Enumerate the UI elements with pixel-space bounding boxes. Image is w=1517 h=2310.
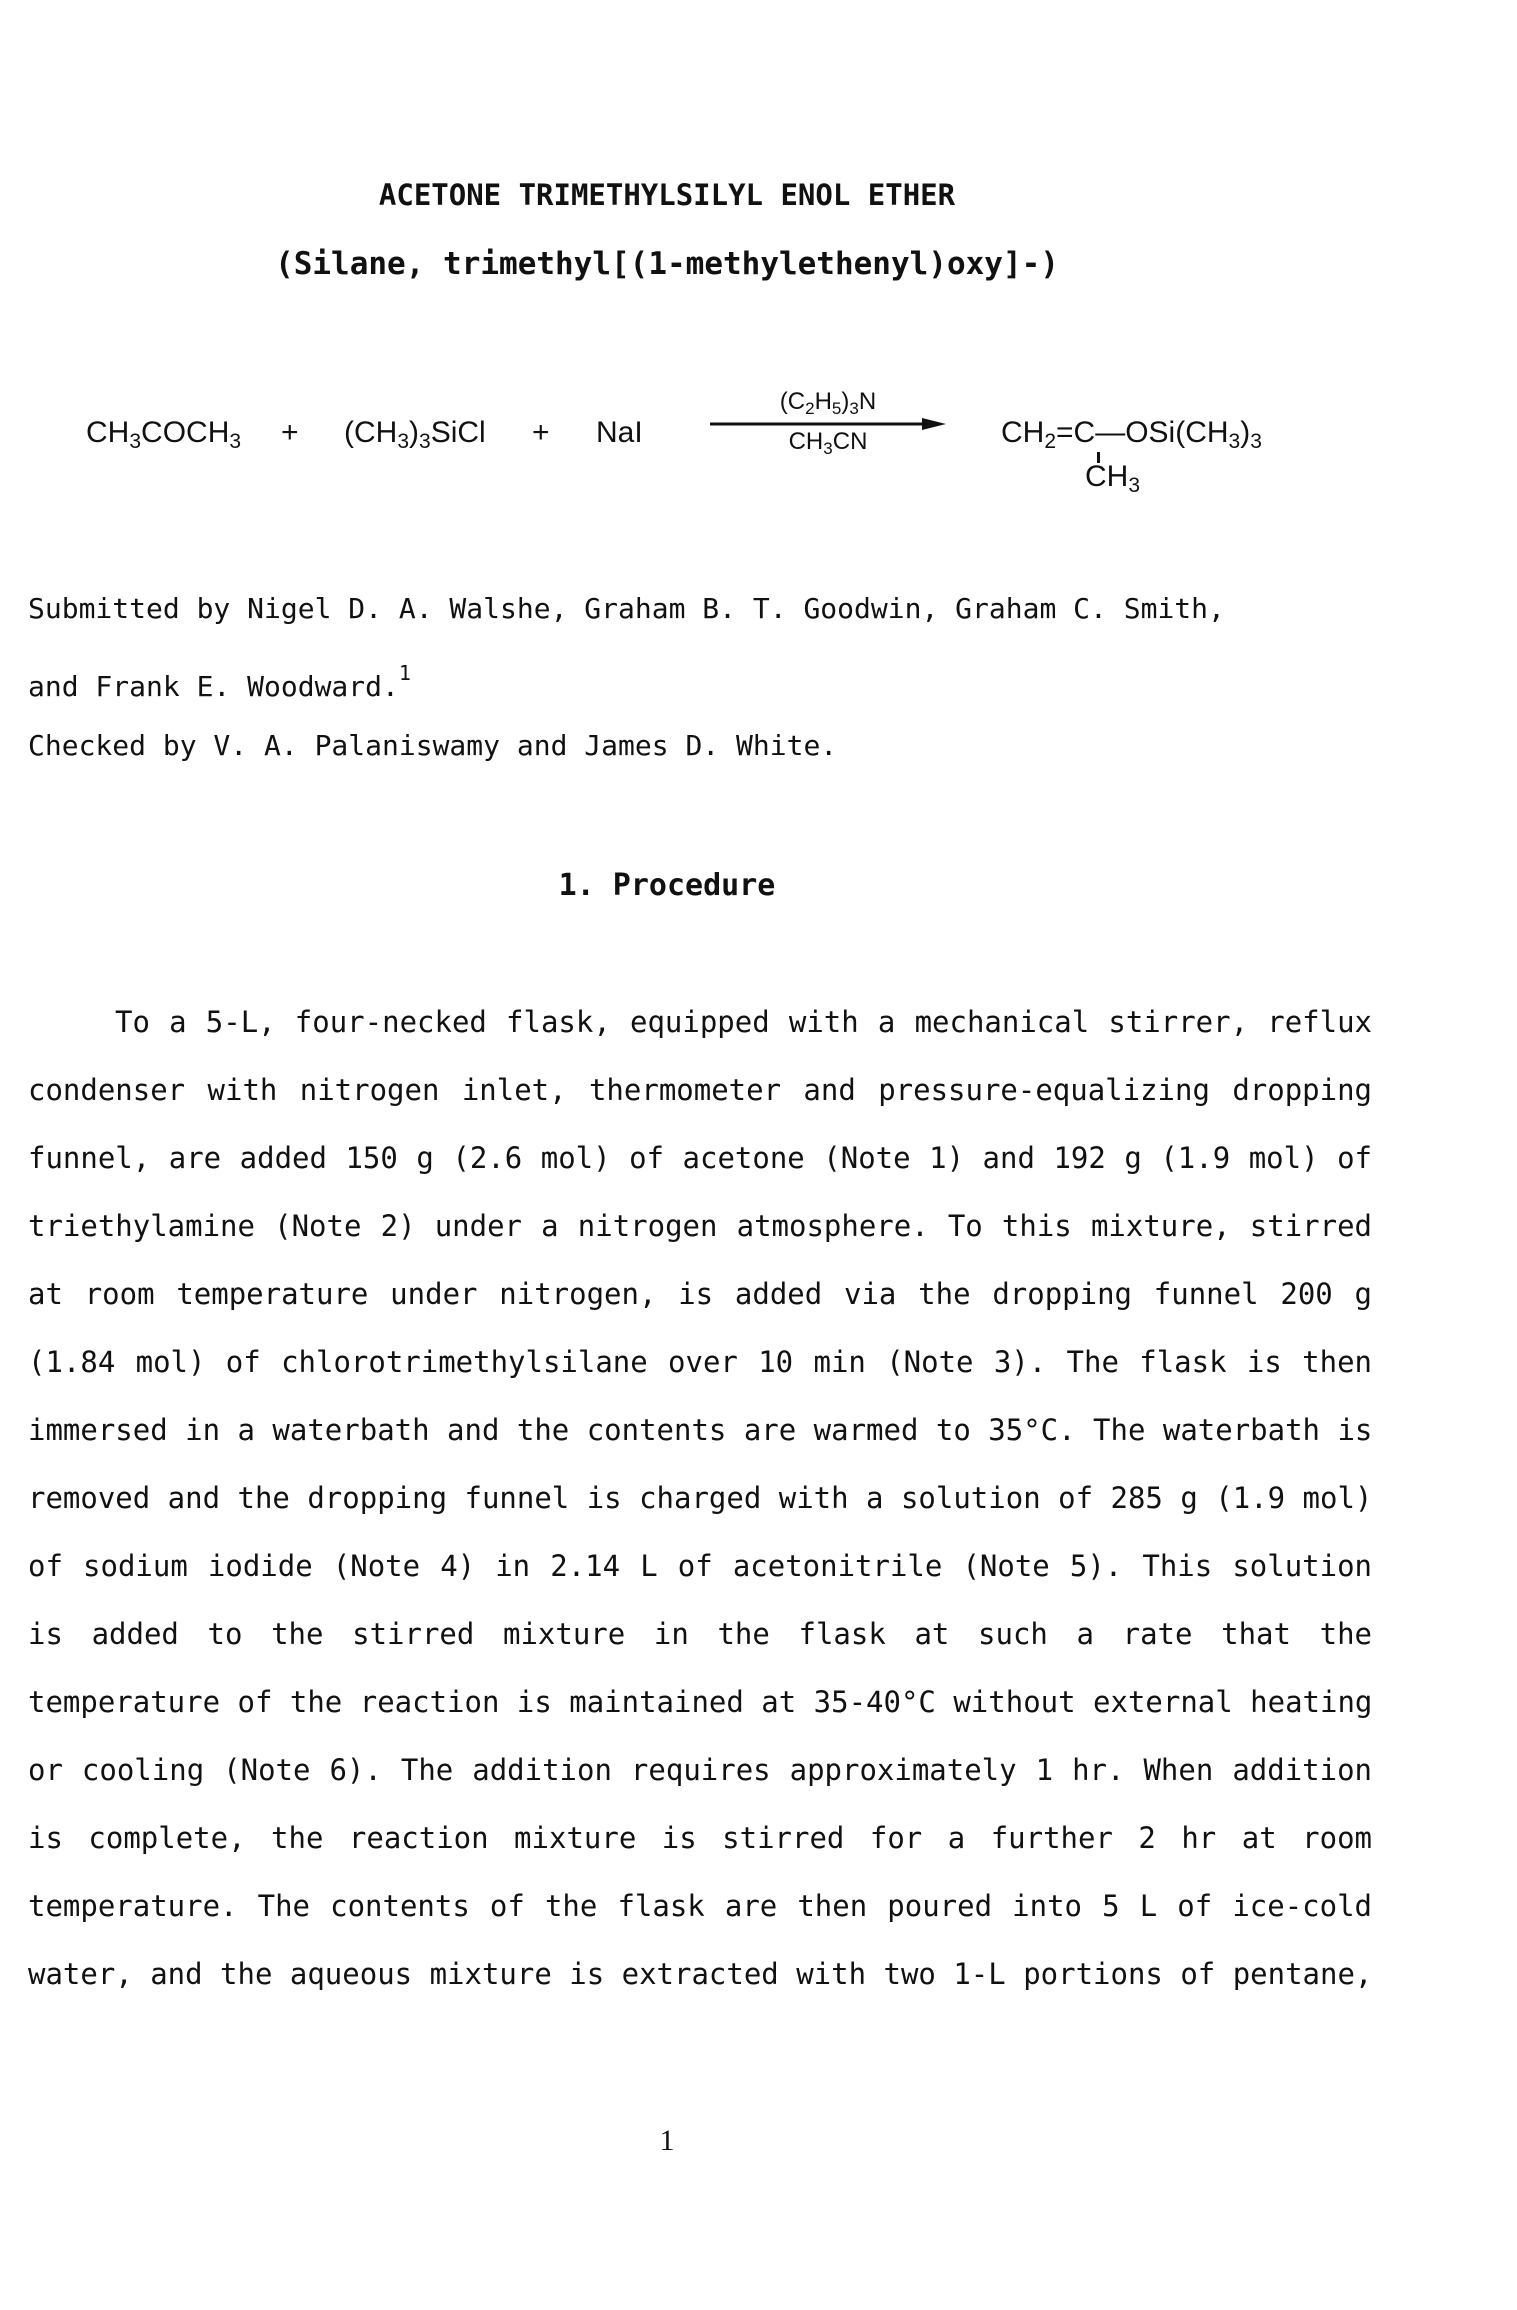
reagent-triethylamine: $(C_2H_5)_3N$: [779, 388, 877, 418]
paragraph-line: funnel, are added 150 g (2.6 mol) of acetone (Note 1) and 192 g (1.9 mol) of: [28, 1141, 1372, 1175]
submitted-by-line: Submitted by Nigel D. A. Walshe, Graham B. T. Goodwin, Graham C. Smith,: [28, 592, 1225, 625]
product-enol-ether: $CH_2=C—OSi(CH_3)_3$ $CH_3$: [1001, 416, 1262, 497]
paragraph-line: is complete, the reaction mixture is stirred for a further 2 hr at room: [28, 1821, 1372, 1855]
product-methyl-group: $CH_3$: [1085, 460, 1141, 497]
solvent-acetonitrile: $CH_3CN$: [788, 428, 868, 458]
paragraph-line: at room temperature under nitrogen, is added via the dropping funnel 200 g: [28, 1277, 1372, 1311]
paragraph-line: To a 5-L, four-necked flask, equipped with a mechanical stirrer, reflux: [115, 1005, 1372, 1039]
reactant-chlorotrimethylsilane: $(CH_3)_3SiCl$: [344, 416, 486, 453]
paragraph-line: condenser with nitrogen inlet, thermometer and pressure-equalizing dropping: [28, 1073, 1372, 1107]
reactant-acetone: $CH_3COCH_3$: [86, 416, 242, 453]
reaction-scheme: [86, 388, 1346, 508]
page-subtitle: (Silane, trimethyl[(1-methylethenyl)oxy]-): [275, 246, 1059, 282]
footnote-marker: 1: [398, 661, 411, 685]
page-number: 1: [659, 2124, 675, 2157]
checked-by-line: Checked by V. A. Palaniswamy and James D. White.: [28, 729, 838, 762]
paragraph-line: water, and the aqueous mixture is extracted with two 1-L portions of pentane,: [28, 1957, 1373, 1991]
paragraph-line: temperature of the reaction is maintained at 35-40°C without external heating: [28, 1685, 1373, 1719]
paragraph-line: or cooling (Note 6). The addition requires approximately 1 hr. When addition: [28, 1753, 1372, 1787]
page-title: ACETONE TRIMETHYLSILYL ENOL ETHER: [378, 178, 956, 212]
paragraph-line: removed and the dropping funnel is charged with a solution of 285 g (1.9 mol): [28, 1481, 1373, 1515]
reaction-arrow: [710, 388, 946, 488]
paragraph-line: is added to the stirred mixture in the flask at such a rate that the: [28, 1617, 1372, 1651]
section-heading: 1. Procedure: [558, 868, 776, 903]
paragraph-line: (1.84 mol) of chlorotrimethylsilane over 10 min (Note 3). The flask is then: [28, 1345, 1372, 1379]
plus-sign: +: [281, 416, 299, 449]
paragraph-line: triethylamine (Note 2) under a nitrogen atmosphere. To this mixture, stirred: [28, 1209, 1372, 1243]
paragraph-line: temperature. The contents of the flask are then poured into 5 L of ice-cold: [28, 1889, 1372, 1923]
paragraph-line: immersed in a waterbath and the contents are warmed to 35°C. The waterbath is: [28, 1413, 1373, 1447]
submitted-by-line-2: and Frank E. Woodward.$^1$: [28, 661, 411, 703]
reactant-sodium-iodide: NaI: [596, 416, 643, 449]
paragraph-line: of sodium iodide (Note 4) in 2.14 L of acetonitrile (Note 5). This solution: [28, 1549, 1372, 1583]
plus-sign: +: [532, 416, 550, 449]
